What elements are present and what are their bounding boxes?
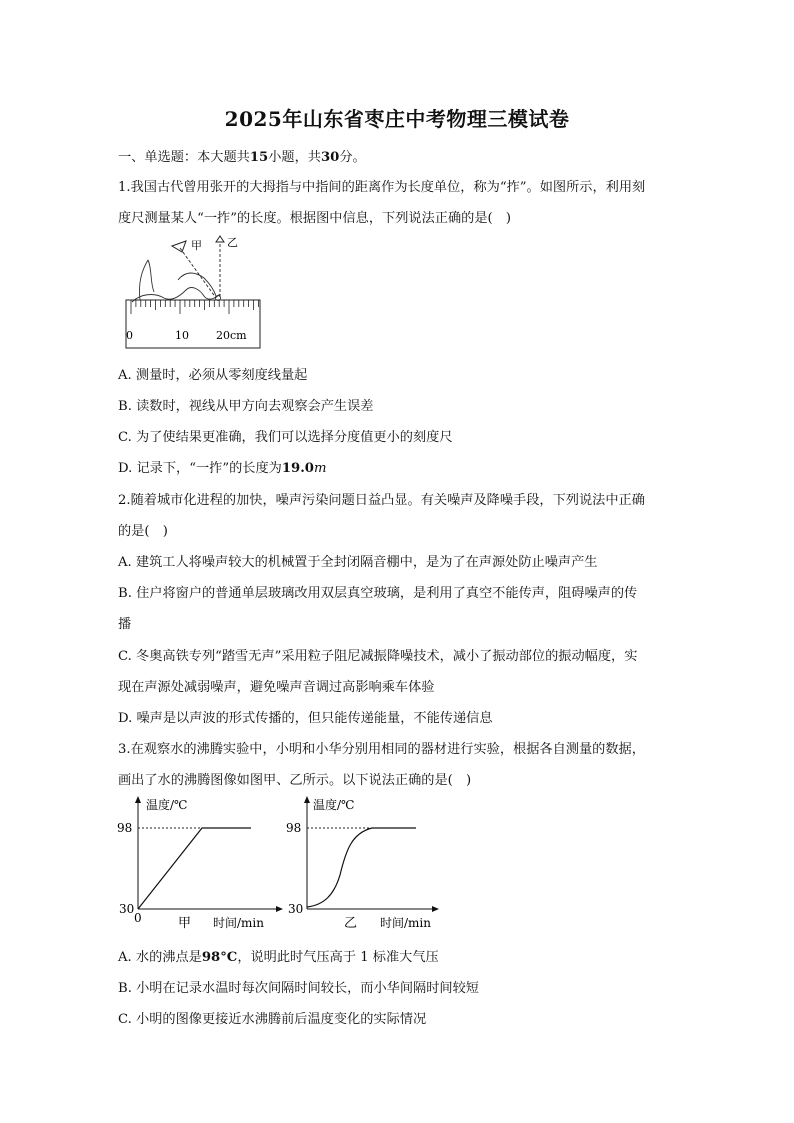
q2-option-d: D. 噪声是以声波的形式传播的，但只能传递能量，不能传递信息 [118, 711, 493, 726]
eye-yi-icon [216, 236, 224, 242]
total-points: 30 [320, 150, 340, 165]
q3-option-a-suffix: ，说明此时气压高于 1 标准大气压 [237, 950, 439, 965]
q3-stem-line1: 3.在观察水的沸腾实验中，小明和小华分别用相同的器材进行实验，根据各自测量的数据， [118, 742, 645, 757]
section-heading [118, 146, 366, 165]
question-count: 15 [249, 150, 269, 165]
ruler-label-10: 10 [175, 329, 189, 342]
q3-option-a-prefix: A. 水的沸点是 [118, 950, 202, 965]
ruler-label-0: 0 [126, 329, 133, 342]
graph-jia-xlabel: 时间/min [213, 916, 264, 930]
q1-stem-line1: 1.我国古代曾用张开的大拇指与中指间的距离作为长度单位，称为“拃”。如图所示，利用刻 [118, 180, 646, 195]
ruler-ticks [131, 300, 258, 314]
graph-jia-tick-98: 98 [117, 821, 133, 835]
q3-option-a-value: 98°C [201, 950, 238, 965]
graph-jia-tick-30: 30 [119, 902, 135, 916]
q2-option-c-line2: 现在声源处减弱噪声，避免噪声音调过高影响乘车体验 [118, 680, 435, 695]
q2-option-b-line2: 播 [118, 617, 132, 632]
section-mid: 小题，共 [268, 150, 321, 165]
q1-stem-line2: 度尺测量某人“一拃”的长度。根据图中信息，下列说法正确的是( ) [118, 211, 512, 226]
q2-stem-line2: 的是( ) [118, 524, 168, 539]
ruler-label-20cm: 20cm [216, 329, 247, 342]
graph-jia-ylabel: 温度/℃ [146, 798, 188, 812]
q1-option-d-prefix: D. 记录下，“一拃”的长度为 [118, 461, 282, 476]
graph-jia-origin: 0 [134, 911, 142, 925]
graph-yi-tick-98: 98 [286, 821, 302, 835]
q3-option-b: B. 小明在记录水温时每次间隔时间较长，而小华间隔时间较短 [118, 981, 479, 996]
q1-option-a: A. 测量时，必须从零刻度线量起 [118, 368, 308, 383]
q3-graph-yi [284, 795, 454, 935]
q2-option-b-line1: B. 住户将窗户的普通单层玻璃改用双层真空玻璃，是利用了真空不能传声，阻碍噪声的传 [118, 586, 638, 601]
q2-option-a: A. 建筑工人将噪声较大的机械置于全封闭隔音棚中，是为了在声源处防止噪声产生 [118, 555, 598, 570]
section-suffix: 分。 [339, 150, 366, 165]
graph-yi-curve [307, 828, 416, 907]
q1-option-d-value: 19.0 [281, 461, 314, 476]
eye-jia-icon [172, 241, 186, 252]
q3-option-a [118, 946, 439, 965]
q1-option-d-unit: m [313, 461, 327, 476]
graph-yi-ylabel: 温度/℃ [313, 798, 355, 812]
q2-option-c-line1: C. 冬奥高铁专列“踏雪无声”采用粒子阻尼减振降噪技术，减小了振动部位的振动幅度，实 [118, 649, 638, 664]
graph-yi-name: 乙 [344, 916, 358, 931]
q1-option-d [118, 457, 327, 476]
label-yi: 乙 [227, 236, 238, 249]
q3-stem-line2: 画出了水的沸腾图像如图甲、乙所示。以下说法正确的是( ) [118, 773, 472, 788]
graph-jia-curve [138, 828, 251, 909]
label-jia: 甲 [191, 239, 202, 252]
q1-option-c: C. 为了使结果更准确，我们可以选择分度值更小的刻度尺 [118, 430, 453, 445]
page-title: 2025年山东省枣庄中考物理三模试卷 [224, 107, 570, 131]
graph-yi-tick-30: 30 [288, 902, 304, 916]
q2-stem-line1: 2.随着城市化进程的加快，噪声污染问题日益凸显。有关噪声及降噪手段，下列说法中正确 [118, 493, 645, 508]
q1-option-b: B. 读数时，视线从甲方向去观察会产生误差 [118, 399, 374, 414]
q1-ruler-figure [120, 232, 270, 352]
q3-option-c: C. 小明的图像更接近水沸腾前后温度变化的实际情况 [118, 1012, 427, 1027]
graph-yi-xlabel: 时间/min [380, 916, 431, 930]
q3-graph-jia [115, 795, 285, 935]
graph-jia-name: 甲 [178, 916, 192, 931]
section-prefix: 一、单选题：本大题共 [118, 150, 250, 165]
